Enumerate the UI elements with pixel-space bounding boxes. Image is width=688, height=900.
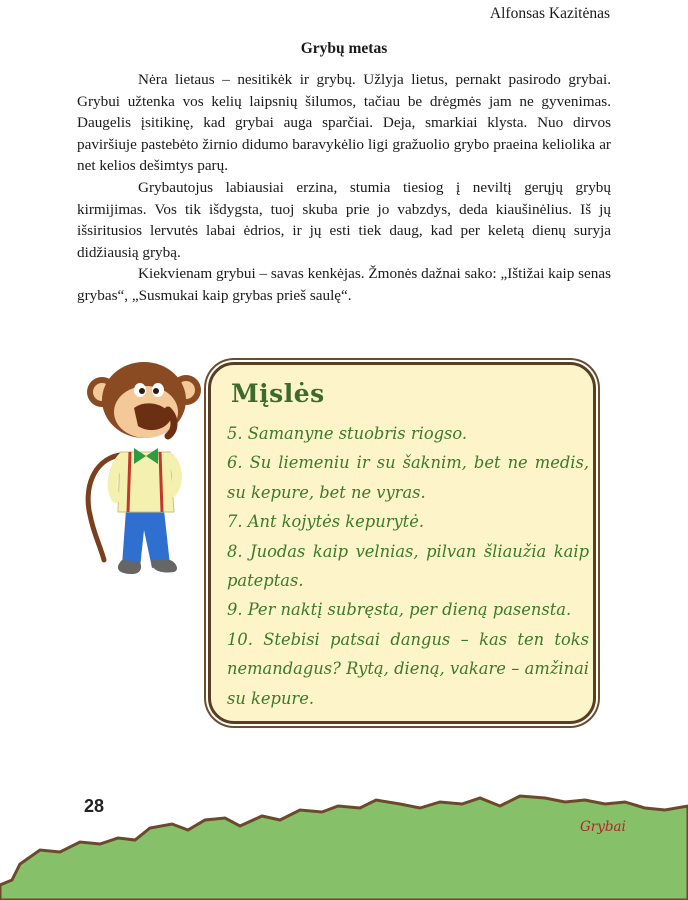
chapter-label: Grybai — [580, 819, 626, 835]
riddle-item: 7. Ant kojytės kepurytė. — [227, 512, 425, 532]
paragraph: Kiekvienam grybui – savas kenkėjas. Žmonės dažnai sako: „Ištižai kaip senas grybas“, „Susmukai kaip grybas prieš saulę“. — [77, 265, 611, 304]
story-title: Grybų metas — [300, 40, 388, 57]
riddle-item: 5. Samanyne stuobris riogso. — [227, 424, 468, 443]
riddles-heading: Mįslės — [231, 379, 325, 408]
riddles-list — [227, 419, 589, 713]
page-number: 28 — [84, 796, 105, 816]
paragraph: Grybautojus labiausiai erzina, stumia tiesiog į neviltį gerųjų grybų kirmijimas. Vos tik išdygsta, tuoj skuba prie jo vabzdys, deda kiaušinėlius. Iš jų išsiritusios lervutės labai ėdrios, ir jų esti tiek daug, kad per keletą dienų suryja didžiausią grybą. — [77, 178, 611, 261]
author-name: Alfonsas Kazitėnas — [489, 5, 610, 22]
paragraph: Nėra lietaus – nesitikėk ir grybų. Užlyja lietus, pernakt pasirodo grybai. Grybui užtenka vos kelių laipsnių šilumos, tačiau be drėgmės jam ne gyvenimas. Daugelis įsitikinę, kad grybai auga sparčiai. Deja, smarkiai klysta. Nuo dirvos paviršiuje pastebėto žirnio didumo baravykėlio ligi gražuolio grybo praeina keliolika ar net kelios dešimtys parų. — [77, 71, 611, 175]
riddle-item: 9. Per naktį subręsta, per dieną pasensta. — [227, 600, 572, 620]
riddle-item: 10. Stebisi patsai dangus – kas ten toks nemandagus? Rytą, dieną, vakare – amžinai su kepure. — [227, 629, 589, 708]
riddle-item: 8. Juodas kaip velnias, pilvan šliaužia kaip pateptas. — [227, 541, 589, 591]
riddle-item: 6. Su liemeniu ir su šaknim, bet ne medis, su kepure, bet ne vyras. — [227, 453, 589, 502]
monkey-illustration — [82, 360, 212, 585]
story-text — [77, 69, 611, 307]
riddles-box — [208, 362, 596, 724]
